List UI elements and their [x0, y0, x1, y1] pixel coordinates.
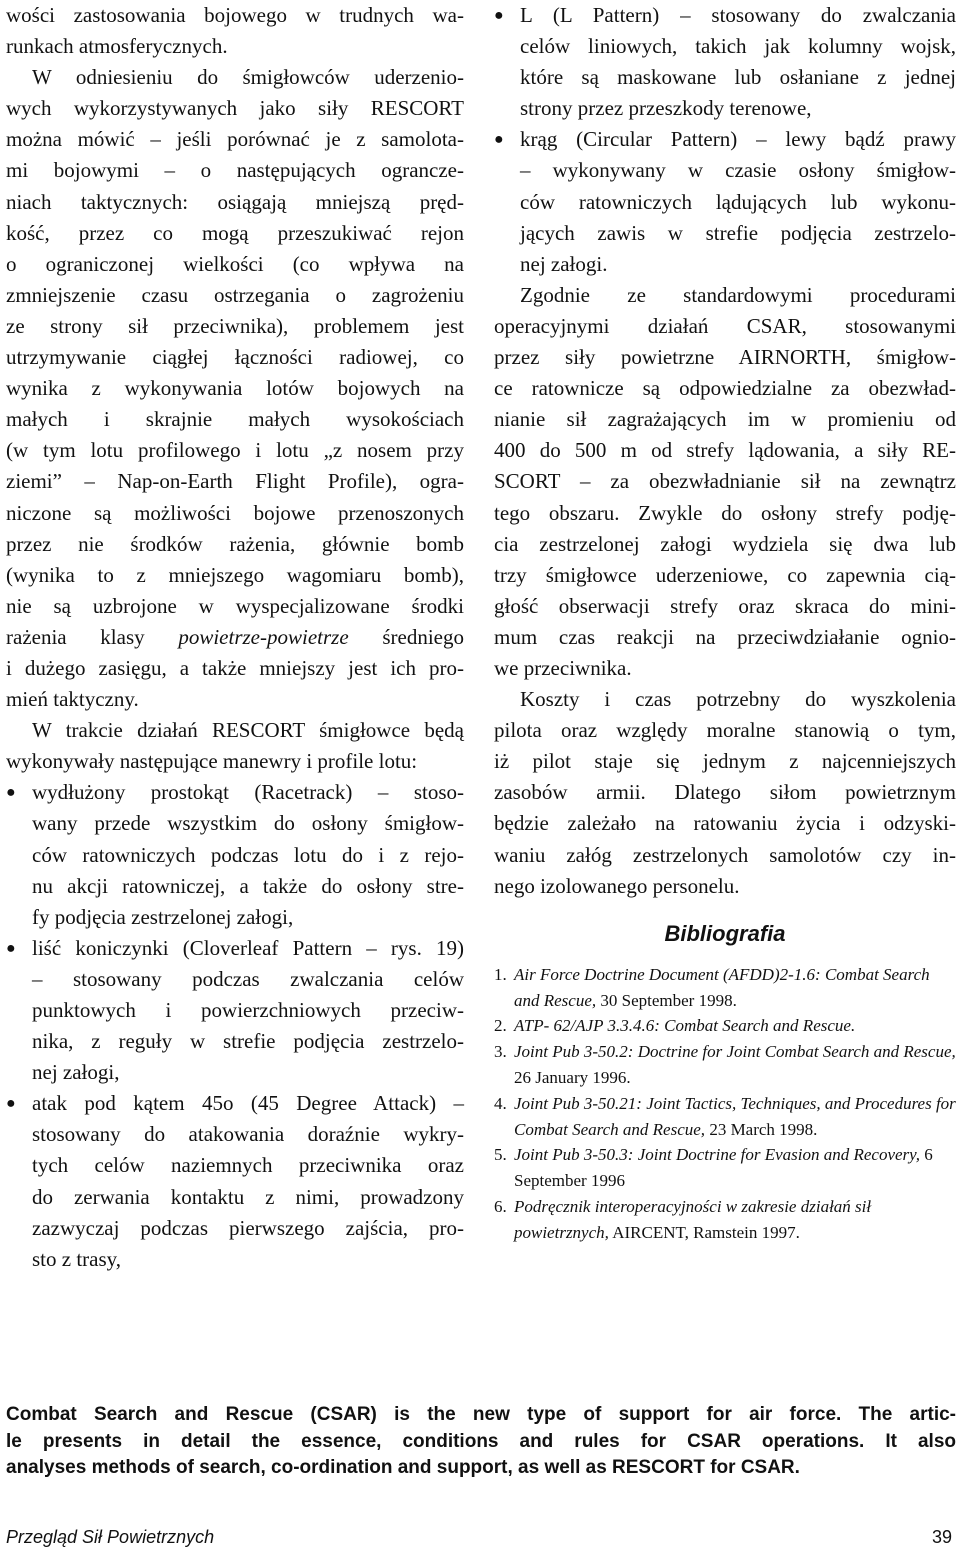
list-item [6, 1088, 464, 1275]
text-line: mi bojowymi – o następujących ograncze- [6, 158, 464, 183]
text-line: liść koniczynki (Cloverleaf Pattern – rys. 19) [32, 935, 464, 960]
text-line: SCORT – za obezwładnianie sił na zewnątrz [494, 469, 956, 494]
bullet-icon: ● [6, 939, 16, 957]
reference-title: Joint Pub 3-50.3: Joint Doctrine for Evasion and Recovery, [514, 1145, 921, 1165]
text-line: nego izolowanego personelu. [494, 873, 740, 898]
text-line: ce ratownicze są odpowiedzialne za obezwład- [494, 376, 956, 401]
text-line: ców ratowniczych lądujących lub wykonu- [520, 189, 956, 214]
bullet-list [6, 777, 464, 1275]
text-line: nianie sił zagrażających im w promieniu od [494, 407, 956, 432]
text-line: – wykonywany w czasie osłony śmigłow- [520, 158, 956, 183]
text-line: iż pilot staje się jednym z najcenniejszych [494, 749, 956, 774]
text-line: (w tym lotu profilowego i lotu „z nosem przy [6, 438, 464, 463]
item-number: 6. [494, 1196, 507, 1216]
text-line: tych celów naziemnych przeciwnika oraz [32, 1153, 464, 1178]
text-line: utrzymywanie ciągłej łączności radiowej, co [6, 345, 464, 370]
reference-detail: 30 September 1998. [596, 990, 737, 1010]
text-line: W odniesieniu do śmigłowców uderzenio- [32, 65, 464, 90]
page-number: 39 [931, 1527, 952, 1547]
text-line: we przeciwnika. [494, 655, 632, 680]
text-line: przez nie środków rażenia, głównie bomb [6, 531, 464, 556]
bibliography-item [494, 962, 956, 1014]
reference-detail: AIRCENT, Ramstein 1997. [608, 1222, 800, 1242]
text-line: mień taktyczny. [6, 687, 139, 712]
text-line: operacyjnymi działań CSAR, stosowanymi [494, 313, 956, 338]
item-number: 1. [494, 964, 507, 984]
reference-detail: 6 September 1996 [514, 1145, 933, 1191]
text-line: krąg (Circular Pattern) – lewy bądź prawy [520, 127, 956, 152]
reference-title: Joint Pub 3-50.21: Joint Tactics, Techniques, and Procedures for Combat Search and Rescue, [514, 1093, 956, 1139]
abstract-line: le presents in detail the essence, conditions and rules for CSAR operations. It also [6, 1430, 956, 1452]
bibliography-item [494, 1091, 956, 1143]
text-line: waniu załóg zestrzelonych samolotów czy in- [494, 842, 956, 867]
intro-paragraph [6, 0, 464, 62]
text-line-mixed [6, 622, 464, 653]
text-line: Zgodnie ze standardowymi procedurami [520, 282, 956, 307]
text-line: wykonywały następujące manewry i profile lotu: [6, 749, 418, 774]
text-line: pilota oraz względy moralne stanowią o tym, [494, 718, 956, 743]
text-line: małych i skrajnie małych wysokościach [6, 407, 464, 432]
text-line: – stosowany podczas zwalczania celów [32, 966, 464, 991]
reference-title: Podręcznik interoperacyjności w zakresie działań sił powietrznych, [514, 1196, 872, 1242]
text-line: do zerwania kontaktu z nimi, prowadzony [32, 1184, 464, 1209]
text-line: 400 do 500 m od strefy lądowania, a siły RE- [494, 438, 956, 463]
bullet-icon: ● [494, 131, 504, 149]
text-line: cia zestrzelonej załogi wydziela się dwa lub [494, 531, 956, 556]
text-line: wych wykorzystywanych jako siły RESCORT [6, 96, 464, 121]
journal-name: Przegląd Sił Powietrznych [6, 1527, 215, 1547]
bibliography-item [494, 1194, 956, 1246]
text-line: nie są uzbrojone w wyspecjalizowane środki [6, 593, 464, 618]
right-column [494, 0, 956, 1245]
text-line: wany przede wszystkim do osłony śmigłow- [32, 811, 464, 836]
item-number: 2. [494, 1016, 507, 1036]
item-number: 5. [494, 1145, 507, 1165]
text-line: punktowych i powierzchniowych przeciw- [32, 998, 464, 1022]
bibliography-item [494, 1039, 956, 1091]
text-line: niczone są możliwości bojowe przenoszonych [6, 500, 464, 525]
text-line: trzy śmigłowce uderzeniowe, co zapewnia cią- [494, 562, 956, 587]
reference-title: Joint Pub 3-50.2: Doctrine for Joint Combat Search and Rescue, [514, 1042, 956, 1062]
english-abstract [6, 1402, 956, 1482]
text-line: przez siły powietrzne AIRNORTH, śmigłow- [494, 345, 956, 370]
text-line: wynika z wykonywania lotów bojowych na [6, 376, 464, 401]
body-paragraph [494, 280, 956, 684]
list-item [494, 0, 956, 124]
text-line: strony przez przeszkody terenowe, [520, 96, 812, 121]
text-line: jących zawis w strefie podjęcia zestrzelo- [520, 220, 956, 245]
text-line: mum czas reakcji na przeciwdziałanie ognio- [494, 624, 956, 649]
item-number: 3. [494, 1042, 507, 1062]
text-line: ze strony sił przeciwnika), problemem jest [6, 313, 464, 338]
text-run: rażenia klasy [6, 624, 179, 649]
text-line: kość, przez co mogą przeszukiwać rejon [6, 220, 464, 245]
left-column [6, 0, 464, 1275]
text-line: fy podjęcia zestrzelonej załogi, [32, 904, 294, 929]
body-paragraph [6, 62, 464, 715]
text-line: Koszty i czas potrzebny do wyszkolenia [520, 687, 956, 712]
text-line: nu akcji ratowniczej, a także do osłony stre- [32, 873, 464, 898]
bullet-icon: ● [6, 1095, 16, 1113]
text-run: średniego [348, 624, 464, 649]
list-item [6, 777, 464, 932]
abstract-line: analyses methods of search, co-ordination and support, as well as RESCORT for CSAR. [6, 1457, 800, 1478]
bibliography-list [494, 962, 956, 1246]
italic-term: powietrze-powietrze [178, 624, 349, 649]
text-line: nej załogi. [520, 251, 608, 276]
bibliography-heading: Bibliografia [664, 920, 786, 946]
text-line: sto z trasy, [32, 1246, 122, 1271]
text-line: wości zastosowania bojowego w trudnych wa- [6, 3, 464, 27]
text-line: można mówić – jeśli porównać je z samolota- [6, 127, 464, 152]
reference-title: Air Force Doctrine Document (AFDD)2-1.6: Combat Search and Rescue, [514, 964, 930, 1010]
text-line: W trakcie działań RESCORT śmigłowce będą [32, 718, 464, 743]
text-line: runkach atmosferycznych. [6, 34, 228, 59]
text-line: stosowany do atakowania doraźnie wykry- [32, 1122, 464, 1147]
text-line: i dużego zasięgu, a także mniejszy jest ich pro- [6, 655, 464, 680]
text-line: atak pod kątem 45o (45 Degree Attack) – [32, 1091, 464, 1116]
text-line: niach taktycznych: osiągają mniejszą pręd- [6, 189, 464, 214]
text-line: zazwyczaj podczas pierwszego zajścia, pro- [32, 1215, 464, 1240]
abstract-line: Combat Search and Rescue (CSAR) is the new type of support for air force. The artic- [6, 1404, 956, 1425]
bullet-icon: ● [494, 7, 504, 24]
reference-title: ATP- 62/AJP 3.3.4.6: Combat Search and Rescue. [514, 1016, 856, 1036]
text-line: tego obszaru. Zwykle do osłony strefy podję- [494, 500, 956, 525]
text-line: zasobów armii. Dlatego siłom powietrznym [494, 780, 956, 805]
bullet-list [494, 0, 956, 280]
text-line: będzie zależało na ratowaniu życia i odzyski- [494, 811, 956, 836]
text-line: nika, z reguły w strefie podjęcia zestrzelo- [32, 1029, 464, 1054]
list-item [494, 124, 956, 279]
text-line: ców ratowniczych podczas lotu do i z rejo- [32, 842, 464, 867]
text-line: L (L Pattern) – stosowany do zwalczania [520, 3, 956, 27]
reference-detail: 26 January 1996. [514, 1067, 631, 1087]
bibliography-item [494, 1013, 956, 1039]
bibliography-item [494, 1142, 956, 1194]
text-line: celów liniowych, takich jak kolumny wojsk, [520, 34, 956, 59]
text-line: ziemi” – Nap-on-Earth Flight Profile), ogra- [6, 469, 464, 494]
text-line: (wynika to z mniejszego wagomiaru bomb), [6, 562, 464, 587]
text-line: nej załogi, [32, 1060, 120, 1085]
item-number: 4. [494, 1093, 507, 1113]
text-line: głość obserwacji strefy oraz skraca do mini- [494, 593, 956, 618]
text-line: o ograniczonej wielkości (co wpływa na [6, 251, 464, 276]
text-line: zmniejszenie czasu ostrzegania o zagrożeniu [6, 282, 464, 307]
reference-detail: 23 March 1998. [705, 1119, 818, 1139]
text-line: które są maskowane lub osłaniane z jednej [520, 65, 956, 90]
list-item [6, 933, 464, 1088]
text-line: wydłużony prostokąt (Racetrack) – stoso- [32, 780, 464, 805]
body-paragraph [494, 684, 956, 902]
bullet-icon: ● [6, 784, 16, 802]
body-paragraph [6, 715, 464, 777]
